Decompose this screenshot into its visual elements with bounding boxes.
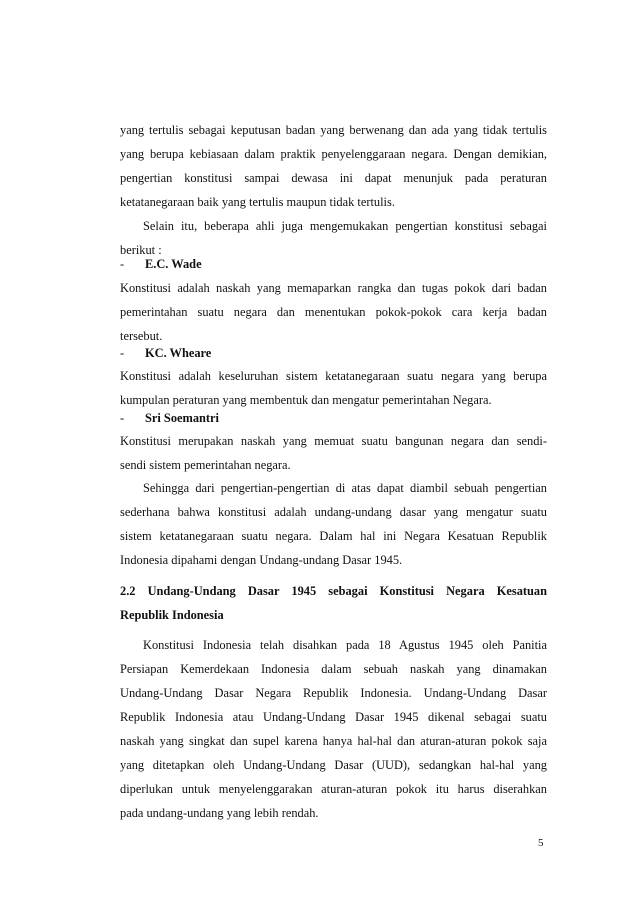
paragraph-line: Persiapan Kemerdekaan Indonesia dalam sebuah naskah yang dinamakan [120,662,547,676]
paragraph-line: Republik Indonesia atau Undang-Undang Dasar 1945 dikenal sebagai suatu [120,710,547,724]
paragraph-line: sistem ketatanegaraan suatu negara. Dalam hal ini Negara Kesatuan Republik [120,529,547,543]
paragraph-line: Konstitusi adalah naskah yang memaparkan rangka dan tugas pokok dari badan [120,281,547,295]
paragraph-line: Sehingga dari pengertian-pengertian di atas dapat diambil sebuah pengertian [143,481,547,495]
expert-name: E.C. Wade [145,257,202,271]
paragraph-line: Konstitusi merupakan naskah yang memuat suatu bangunan negara dan sendi- [120,434,547,448]
paragraph-line: naskah yang singkat dan supel karena hanya hal-hal dan aturan-aturan pokok saja [120,734,547,748]
paragraph-line: Konstitusi adalah keseluruhan sistem ketatanegaraan suatu negara yang berupa [120,369,547,383]
list-dash: - [120,411,125,425]
paragraph-line: kumpulan peraturan yang membentuk dan mengatur pemerintahan Negara. [120,393,492,407]
paragraph-line: berikut : [120,243,162,257]
paragraph-line: yang tertulis sebagai keputusan badan yang berwenang dan ada yang tidak tertulis [120,123,547,137]
section-heading: 2.2 Undang-Undang Dasar 1945 sebagai Konstitusi Negara Kesatuan [120,584,547,598]
page-number: 5 [538,837,544,849]
paragraph-line: sederhana bahwa konstitusi adalah undang-undang dasar yang mengatur suatu [120,505,547,519]
paragraph-line: tersebut. [120,329,163,343]
paragraph-line: ketatanegaraan baik yang tertulis maupun tidak tertulis. [120,195,395,209]
paragraph-line: yang berupa kebiasaan dalam praktik penyelenggaraan negara. Dengan demikian, [120,147,547,161]
paragraph-line: pada undang-undang yang lebih rendah. [120,806,319,820]
paragraph-line: Selain itu, beberapa ahli juga mengemukakan pengertian konstitusi sebagai [143,219,547,233]
paragraph-line: Indonesia dipahami dengan Undang-undang Dasar 1945. [120,553,403,567]
paragraph-line: Undang-Undang Dasar Negara Republik Indonesia. Undang-Undang Dasar [120,686,547,700]
paragraph-line: sendi sistem pemerintahan negara. [120,458,291,472]
paragraph-line: diperlukan untuk menyelenggarakan aturan-aturan pokok itu harus diserahkan [120,782,547,796]
paragraph-line: pengertian konstitusi sampai dewasa ini dapat menunjuk pada peraturan [120,171,547,185]
paragraph-line: Konstitusi Indonesia telah disahkan pada 18 Agustus 1945 oleh Panitia [143,638,547,652]
paragraph-line: yang ditetapkan oleh Undang-Undang Dasar (UUD), sedangkan hal-hal yang [120,758,547,772]
expert-name: KC. Wheare [145,346,212,360]
list-dash: - [120,257,125,271]
expert-name: Sri Soemantri [145,411,219,425]
paragraph-line: pemerintahan suatu negara dan menentukan pokok-pokok cara kerja badan [120,305,547,319]
section-heading: Republik Indonesia [120,608,224,622]
list-dash: - [120,346,125,360]
